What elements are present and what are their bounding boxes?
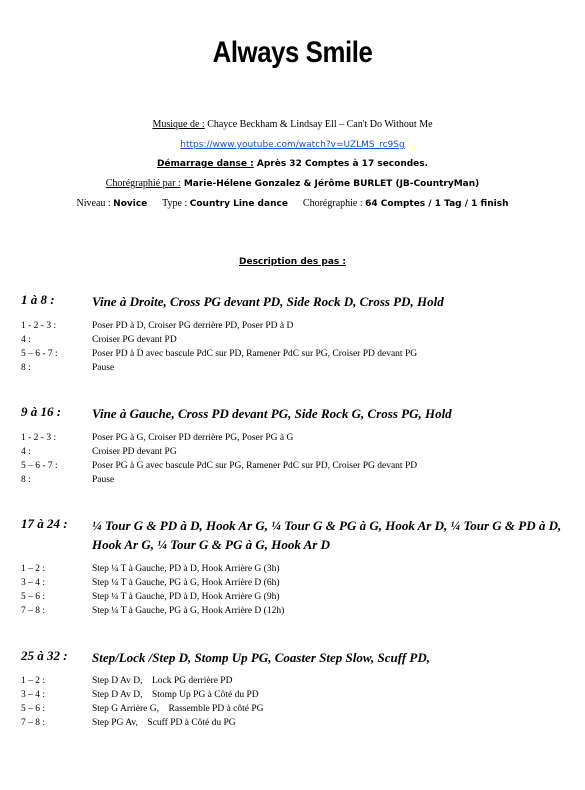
step-text: Croiser PG devant PD <box>92 335 177 345</box>
step-count: 5 – 6 : <box>21 592 46 602</box>
step-text: Step D Av D, Lock PG derrière PD <box>92 676 233 686</box>
section-title: ¼ Tour G & PD à D, Hook Ar G, ¼ Tour G & PG à G, Hook Ar D, ¼ Tour G & PD à D, Hook Ar G, ¼ Tour G & PG à G, Hook Ar D <box>92 518 562 552</box>
step-count: 8 : <box>21 363 31 373</box>
section-title: Vine à Gauche, Cross PD devant PG, Side Rock G, Cross PG, Hold <box>92 406 452 421</box>
start-line <box>0 158 585 169</box>
page-title: Always Smile <box>212 36 373 69</box>
section-counts: 1 à 8 : <box>21 292 55 307</box>
step-count: 5 – 6 - 7 : <box>21 461 58 471</box>
section-title: Vine à Droite, Cross PG devant PD, Side Rock D, Cross PD, Hold <box>92 294 444 309</box>
step-count: 1 – 2 : <box>21 676 46 686</box>
link-line <box>0 139 585 150</box>
step-count: 5 – 6 - 7 : <box>21 349 58 359</box>
step-count: 7 – 8 : <box>21 718 46 728</box>
step-text: Poser PG à G, Croiser PD derrière PG, Poser PG à G <box>92 433 294 443</box>
section-counts: 25 à 32 : <box>21 648 68 663</box>
level-value: Novice <box>113 199 148 209</box>
step-text: Croiser PD devant PG <box>92 447 177 457</box>
description-heading-line <box>0 256 585 267</box>
step-text: Step ¼ T à Gauche, PD à D, Hook Arrière G (3h) <box>92 564 280 574</box>
section-counts: 9 à 16 : <box>21 404 62 419</box>
type-value: Country Line dance <box>189 199 288 209</box>
step-count: 1 - 2 - 3 : <box>21 433 57 443</box>
music-label: Musique de : <box>152 119 205 130</box>
start-label: Démarrage danse : <box>156 159 254 169</box>
section-title: Step/Lock /Step D, Stomp Up PG, Coaster Step Slow, Scuff PD, <box>92 650 431 665</box>
step-text: Step ¼ T à Gauche, PD à D, Hook Arrière G (9h) <box>92 592 280 602</box>
step-count: 3 – 4 : <box>21 578 46 588</box>
step-text: Step ¼ T à Gauche, PG à G, Hook Arrière D (12h) <box>92 606 285 616</box>
music-value: Chayce Beckham & Lindsay Ell – Can't Do Without Me <box>204 119 433 130</box>
step-text: Poser PD à D avec bascule PdC sur PD, Ramener PdC sur PG, Croiser PD devant PG <box>92 349 418 359</box>
step-count: 4 : <box>21 335 31 345</box>
start-value: Après 32 Comptes à 17 secondes. <box>253 159 429 169</box>
step-text: Poser PD à D, Croiser PG derrière PD, Poser PD à D <box>92 321 294 331</box>
choreographer-line <box>0 178 585 189</box>
level-label: Niveau : <box>76 198 114 209</box>
step-count: 1 - 2 - 3 : <box>21 321 57 331</box>
step-count: 4 : <box>21 447 31 457</box>
youtube-link[interactable]: https://www.youtube.com/watch?v=UZLMS_rc9Sg <box>180 140 405 150</box>
step-text: Pause <box>92 475 115 485</box>
step-text: Step D Av D, Stomp Up PG à Côté du PD <box>92 690 259 700</box>
step-text: Poser PG à G avec bascule PdC sur PG, Ramener PdC sur PD, Croiser PG devant PD <box>92 461 418 471</box>
step-text: Pause <box>92 363 115 373</box>
step-count: 8 : <box>21 475 31 485</box>
step-text: Step G Arrière G, Rassemble PD à côté PG <box>92 704 264 714</box>
step-count: 1 – 2 : <box>21 564 46 574</box>
level-line <box>0 198 585 209</box>
description-heading: Description des pas : <box>239 257 346 267</box>
choreography-label: Chorégraphie : <box>302 198 366 209</box>
type-label: Type : <box>162 198 190 209</box>
choreographer-label: Chorégraphié par : <box>105 178 181 189</box>
choreographer-value: Marie-Hélene Gonzalez & Jérôme BURLET (JB-CountryMan) <box>180 179 480 189</box>
step-text: Step ¼ T à Gauche, PG à G, Hook Arrière D (6h) <box>92 578 280 588</box>
section-counts: 17 à 24 : <box>21 516 68 531</box>
choreography-value: 64 Comptes / 1 Tag / 1 finish <box>365 199 509 209</box>
step-count: 3 – 4 : <box>21 690 46 700</box>
music-line <box>0 119 585 130</box>
step-count: 7 – 8 : <box>21 606 46 616</box>
step-text: Step PG Av, Scuff PD à Côté du PG <box>92 718 236 728</box>
step-count: 5 – 6 : <box>21 704 46 714</box>
